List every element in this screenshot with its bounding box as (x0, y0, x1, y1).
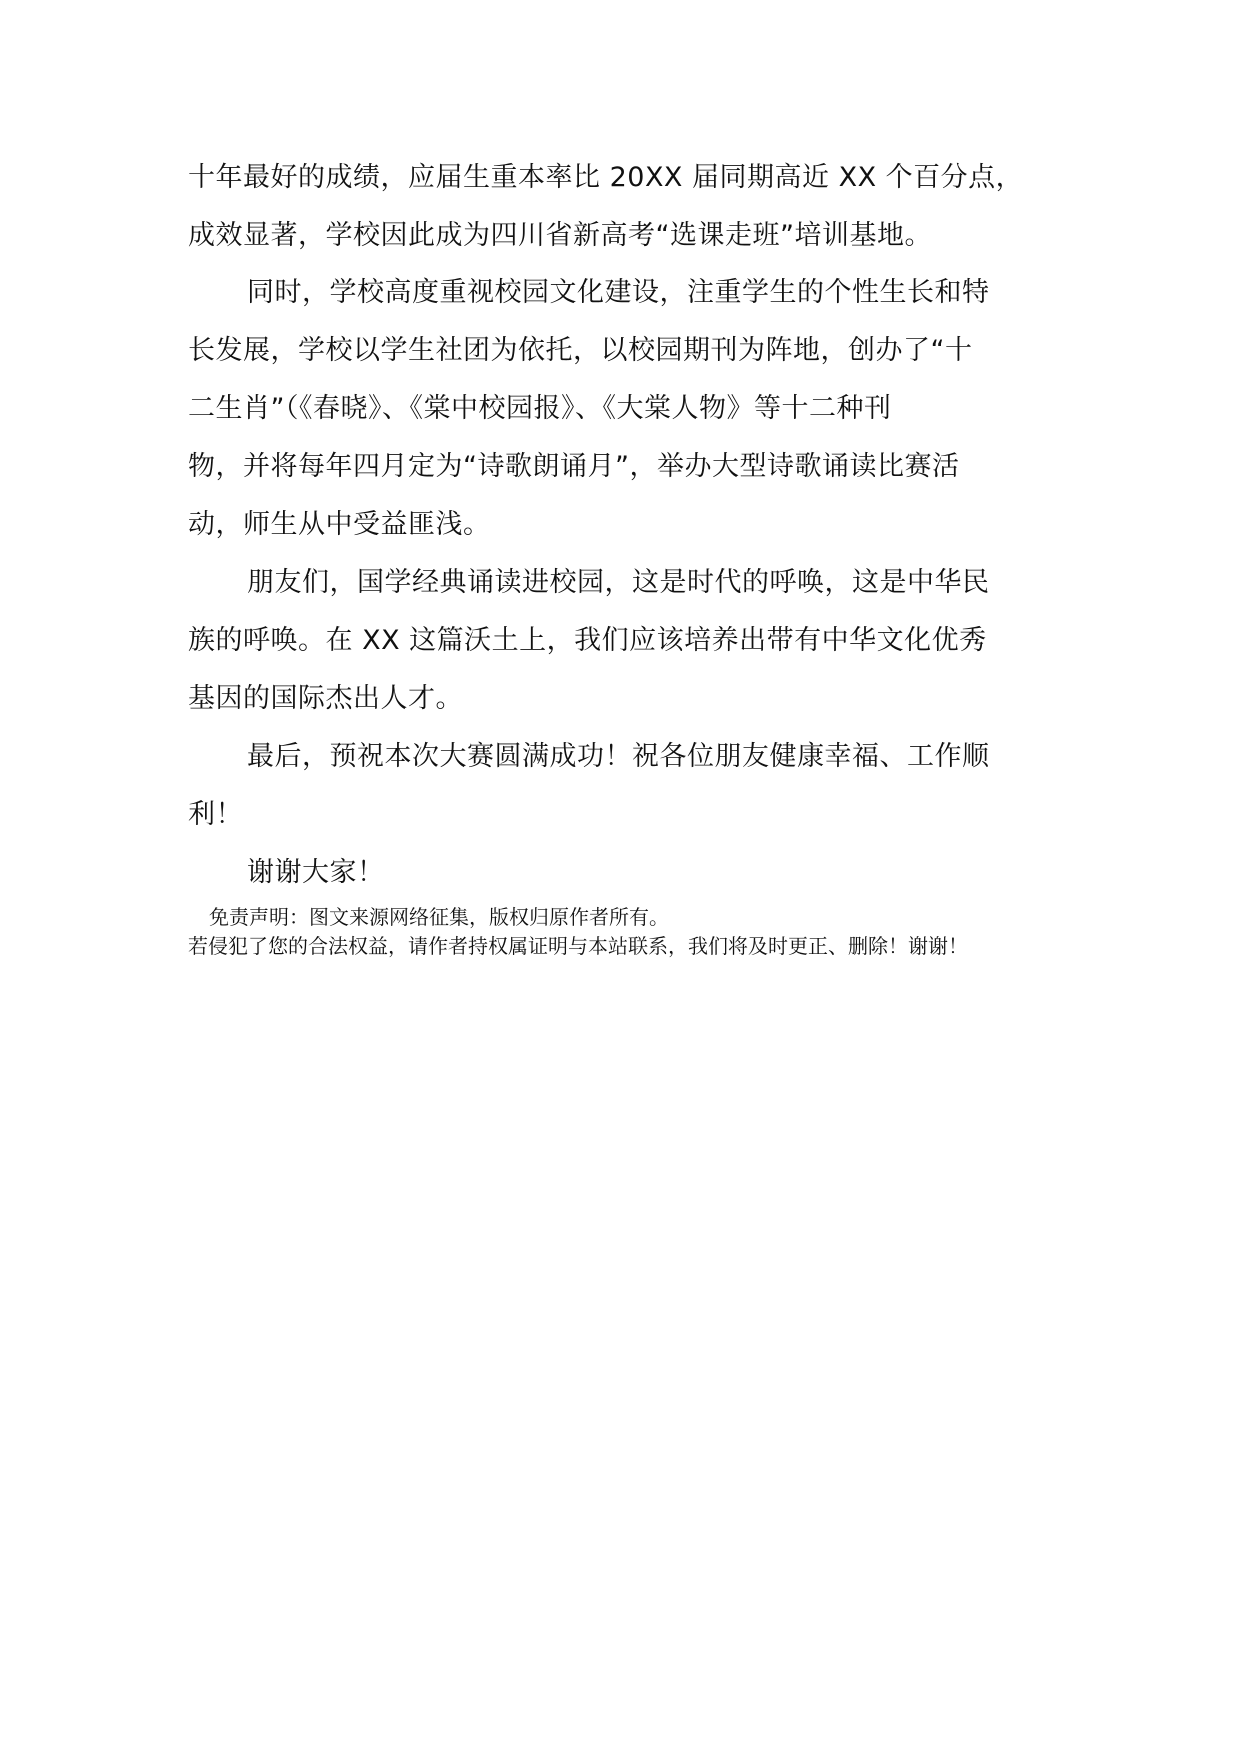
paragraph-line: 动，师生从中受益匪浅。 (188, 509, 491, 540)
disclaimer-line: 免责声明：图文来源网络征集，版权归原作者所有。 (209, 905, 669, 929)
paragraph-line: 同时，学校高度重视校园文化建设，注重学生的个性生长和特 (247, 277, 990, 308)
paragraph-line: 利！ (188, 799, 243, 830)
paragraph-line: 二生肖”（《春晓》、《棠中校园报》、《大棠人物》等十二种刊 (188, 393, 892, 424)
paragraph-line: 物，并将每年四月定为“诗歌朗诵月”，举办大型诗歌诵读比赛活 (188, 451, 960, 482)
paragraph-line: 朋友们，国学经典诵读进校园，这是时代的呼唤，这是中华民 (247, 567, 990, 598)
paragraph-line: 长发展，学校以学生社团为依托，以校园期刊为阵地，创办了“十 (188, 335, 973, 366)
paragraph-line: 成效显著，学校因此成为四川省新高考“选课走班”培训基地。 (188, 220, 932, 251)
paragraph-line: 十年最好的成绩，应届生重本率比 20XX 届同期高近 XX 个百分点， (188, 162, 1024, 193)
paragraph-line: 族的呼唤。在 XX 这篇沃土上，我们应该培养出带有中华文化优秀 (188, 625, 987, 656)
disclaimer-line: 若侵犯了您的合法权益，请作者持权属证明与本站联系，我们将及时更正、删除！谢谢！ (188, 934, 968, 958)
paragraph-line: 最后，预祝本次大赛圆满成功！祝各位朋友健康幸福、工作顺 (247, 741, 990, 772)
paragraph-line: 基因的国际杰出人才。 (188, 683, 463, 714)
paragraph-line: 谢谢大家！ (247, 857, 385, 888)
